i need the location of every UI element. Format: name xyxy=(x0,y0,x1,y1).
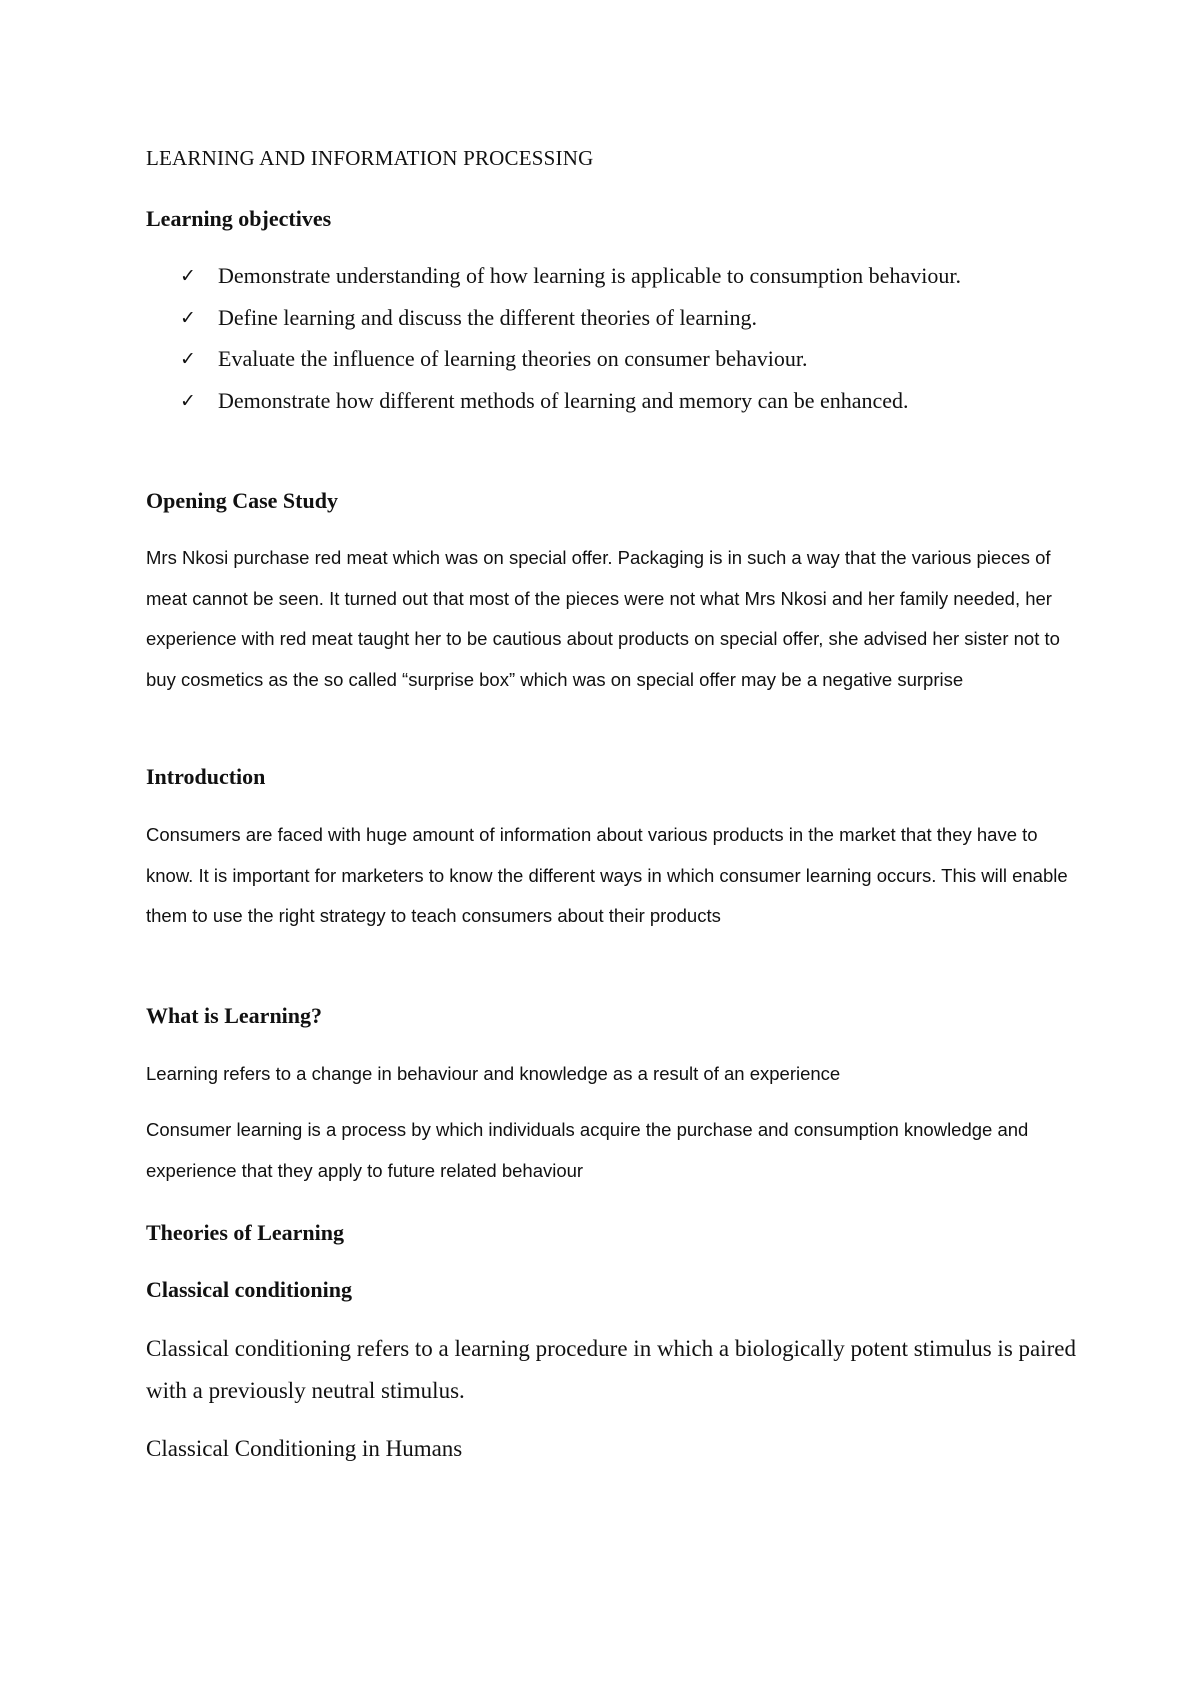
checkmark-icon: ✓ xyxy=(180,348,196,370)
classical-conditioning-humans-subheading: Classical Conditioning in Humans xyxy=(146,1436,463,1461)
checkmark-icon: ✓ xyxy=(180,389,196,412)
objective-item xyxy=(180,262,961,304)
objective-text: Evaluate the influence of learning theories on consumer behaviour. xyxy=(218,346,808,371)
case-study-heading: Opening Case Study xyxy=(146,488,338,513)
document-title: LEARNING AND INFORMATION PROCESSING xyxy=(146,146,594,170)
introduction-paragraph: Consumers are faced with huge amount of information about various products in the market that they have to know. It is important for marketers to know the different ways in which consumer learning occurs. This will enable them to use the right strategy to teach consumers about their products xyxy=(146,824,1068,926)
introduction-heading: Introduction xyxy=(146,764,266,789)
classical-conditioning-heading: Classical conditioning xyxy=(146,1277,352,1302)
what-is-learning-heading: What is Learning? xyxy=(146,1003,323,1028)
objective-item xyxy=(180,304,961,346)
checkmark-icon: ✓ xyxy=(180,306,196,329)
objectives-list xyxy=(180,262,961,428)
checkmark-icon: ✓ xyxy=(180,265,196,287)
case-study-paragraph: Mrs Nkosi purchase red meat which was on special offer. Packaging is in such a way that the various pieces of meat cannot be seen. It turned out that most of the pieces were not what Mrs Nkosi and her family needed, her experience with red meat taught her to be cautious about products on special offer, she advised her sister not to buy cosmetics as the so called “surprise box” which was on special offer may be a negative surprise xyxy=(146,547,1060,690)
objective-item xyxy=(180,345,961,387)
classical-conditioning-paragraph: Classical conditioning refers to a learning procedure in which a biologically potent stimulus is paired with a previously neutral stimulus. xyxy=(146,1336,1076,1403)
theories-heading: Theories of Learning xyxy=(146,1220,344,1245)
learning-objectives-heading: Learning objectives xyxy=(146,206,332,231)
learning-definition: Learning refers to a change in behaviour and knowledge as a result of an experience xyxy=(146,1063,841,1084)
objective-text: Demonstrate understanding of how learning is applicable to consumption behaviour. xyxy=(218,263,961,288)
consumer-learning-paragraph: Consumer learning is a process by which individuals acquire the purchase and consumption knowledge and experience that they apply to future related behaviour xyxy=(146,1119,1029,1181)
objective-text: Demonstrate how different methods of learning and memory can be enhanced. xyxy=(218,387,909,413)
objective-item xyxy=(180,387,961,429)
objective-text: Define learning and discuss the different theories of learning. xyxy=(218,304,758,330)
